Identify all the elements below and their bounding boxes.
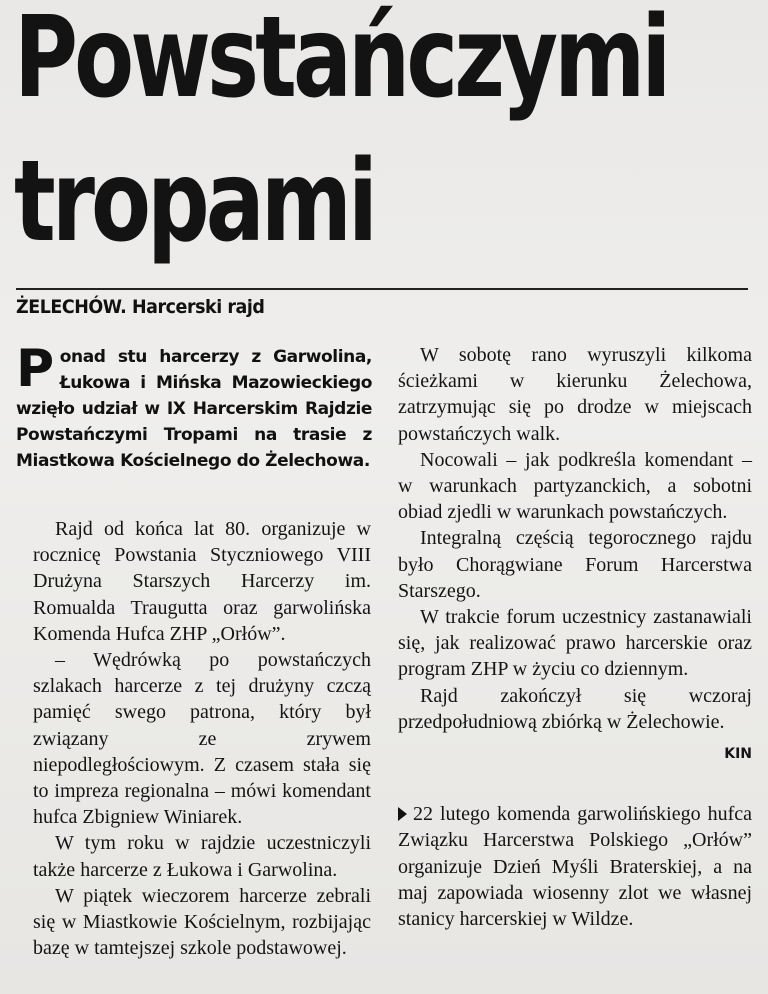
lead-text: onad stu harcerzy z Garwolina, Łukowa i Mińska Mazowieckiego wzięło udział w IX Harcerskim Rajdzie Powstańczymi Tropami na trasie z Miastkowa Kościelnego do Żelechowa. xyxy=(16,347,372,471)
paragraph: W piątek wieczorem harcerze zebrali się w Miastkowie Kościelnym, rozbijając bazę w tamtejszej szkole podstawowej. xyxy=(33,884,371,960)
author-signature: KIN xyxy=(724,746,752,763)
article-right-column xyxy=(398,342,752,932)
drop-cap: P xyxy=(16,339,54,399)
lead-paragraph xyxy=(16,339,372,474)
paragraph: Rajd od końca lat 80. organizuje w rocznicę Powstania Styczniowego VIII Drużyna Starszych Harcerzy im. Romualda Traugutta oraz garwolińska Komenda Hufca ZHP „Orłów”. xyxy=(33,518,371,645)
paragraph: W tym roku w rajdzie uczestniczyli także harcerze z Łukowa i Garwolina. xyxy=(33,832,371,881)
note-text: 22 lutego komenda garwolińskiego hufca Związku Harcerstwa Polskiego „Orłów” organizuje Dzień Myśli Braterskiej, a na maj zapowiada wiosenny zlot we własnej stanicy harcerskiej w Wildze. xyxy=(398,803,752,931)
paragraph: Integralną częścią tegorocznego rajdu było Chorągwiane Forum Harcerstwa Starszego. xyxy=(398,527,752,602)
note-paragraph xyxy=(398,801,752,932)
paragraph: Rajd zakończył się wczoraj przedpołudniową zbiórką w Żelechowie. xyxy=(398,684,752,733)
paragraph: W sobotę rano wyruszyli kilkoma ścieżkami w kierunku Żelechowa, zatrzymując się po drodze w miejscach powstańczych walk. xyxy=(398,344,752,445)
section-divider xyxy=(16,288,748,290)
paragraph: Nocowali – jak podkreśla komendant – w warunkach partyzanckich, a sobotni obiad zjedli w warunkach powstańczych. xyxy=(398,448,752,524)
headline-line-2: tropami xyxy=(14,137,375,267)
headline-line-1: Powstańczymi xyxy=(14,0,668,123)
paragraph: – Wędrówką po powstańczych szlakach harcerze z tej drużyny czczą pamięć swego patrona, który był związany ze zrywem niepodległościowym. Z czasem stała się to impreza regionalna – mówi komendant hufca Zbigniew Winiarek. xyxy=(33,649,371,829)
kicker-location-label: ŻELECHÓW. Harcerski rajd xyxy=(16,296,265,318)
triangle-bullet-icon xyxy=(398,807,407,821)
article-left-column xyxy=(33,516,371,961)
paragraph: W trakcie forum uczestnicy zastanawiali się, jak realizować prawo harcerskie oraz program ZHP w życiu co dziennym. xyxy=(398,606,752,681)
